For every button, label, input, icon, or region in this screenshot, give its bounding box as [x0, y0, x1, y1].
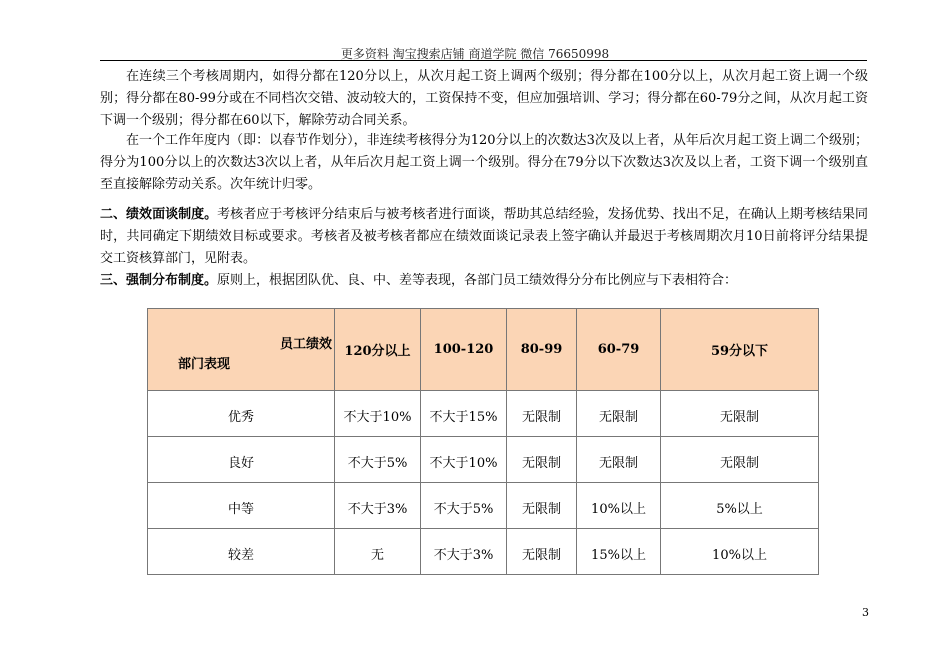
table-cell: 不大于5%	[421, 483, 507, 529]
row-label: 较差	[148, 529, 335, 575]
table-cell: 不大于10%	[421, 437, 507, 483]
page-header: 更多资料 淘宝搜索店铺 商道学院 微信 76650998	[340, 47, 610, 61]
table-cell: 无限制	[507, 391, 577, 437]
table-cell: 无	[335, 529, 421, 575]
section-heading-interview: 二、绩效面谈制度。	[100, 207, 218, 222]
section-body-interview: 考核者应于考核评分结束后与被考核者进行面谈，帮助其总结经验，发扬优势、找出不足，在确认上期考核结果同时，共同确定下期绩效目标或要求。考核者及被考核者都应在绩效面谈记录表上签字确认并最迟于考核周期次月10日前将评分结果提交工资核算部门，见附表。	[100, 207, 868, 266]
table-cell: 无限制	[577, 391, 661, 437]
table-cell: 无限制	[507, 529, 577, 575]
table-cell: 15%以上	[577, 529, 661, 575]
table-cell: 5%以上	[661, 483, 819, 529]
table-cell: 不大于15%	[421, 391, 507, 437]
table-cell: 无限制	[577, 437, 661, 483]
column-header: 80-99	[507, 309, 577, 391]
column-header: 100-120	[421, 309, 507, 391]
page-number: 3	[862, 606, 869, 619]
table-corner-cell	[148, 309, 335, 391]
column-header: 60-79	[577, 309, 661, 391]
table-cell: 不大于10%	[335, 391, 421, 437]
row-label: 优秀	[148, 391, 335, 437]
table-cell: 无限制	[507, 483, 577, 529]
row-label: 良好	[148, 437, 335, 483]
table-row	[148, 391, 819, 437]
table-cell: 无限制	[661, 437, 819, 483]
paragraph-performance-interview	[100, 204, 868, 270]
table-row	[148, 483, 819, 529]
paragraph-forced-distribution	[100, 270, 868, 292]
table-cell: 不大于3%	[421, 529, 507, 575]
corner-label-performance: 员工绩效	[279, 337, 332, 352]
table-cell: 不大于5%	[335, 437, 421, 483]
table-cell: 无限制	[661, 391, 819, 437]
table-cell: 不大于3%	[335, 483, 421, 529]
row-label: 中等	[148, 483, 335, 529]
section-heading-distribution: 三、强制分布制度。	[100, 273, 218, 288]
paragraph-annual-cycle: 在一个工作年度内（即：以春节作划分），非连续考核得分为120分以上的次数达3次及以上者，从年后次月起工资上调二个级别；得分为100分以上的次数达3次以上者，从年后次月起工资上调一个级别。得分在79分以下次数达3次及以上者，工资下调一个级别直至直接解除劳动关系。次年统计归零。	[100, 133, 868, 192]
table-header-row	[148, 309, 819, 391]
column-header: 59分以下	[661, 309, 819, 391]
distribution-table	[147, 308, 819, 575]
table-cell: 10%以上	[577, 483, 661, 529]
section-body-distribution: 原则上，根据团队优、良、中、差等表现，各部门员工绩效得分分布比例应与下表相符合：	[217, 273, 738, 288]
header-rule	[100, 60, 867, 61]
paragraph-consecutive-periods: 在连续三个考核周期内，如得分都在120分以上，从次月起工资上调两个级别；得分都在100分以上，从次月起工资上调一个级别；得分都在80-99分或在不同档次交错、波动较大的，工资保持不变，但应加强培训、学习；得分都在60-79分之间，从次月起工资下调一个级别；得分都在60以下，解除劳动合同关系。	[100, 69, 868, 128]
column-header: 120分以上	[335, 309, 421, 391]
table-row	[148, 529, 819, 575]
corner-label-department: 部门表现	[178, 357, 231, 372]
table-cell: 无限制	[507, 437, 577, 483]
table-row	[148, 437, 819, 483]
table-cell: 10%以上	[661, 529, 819, 575]
